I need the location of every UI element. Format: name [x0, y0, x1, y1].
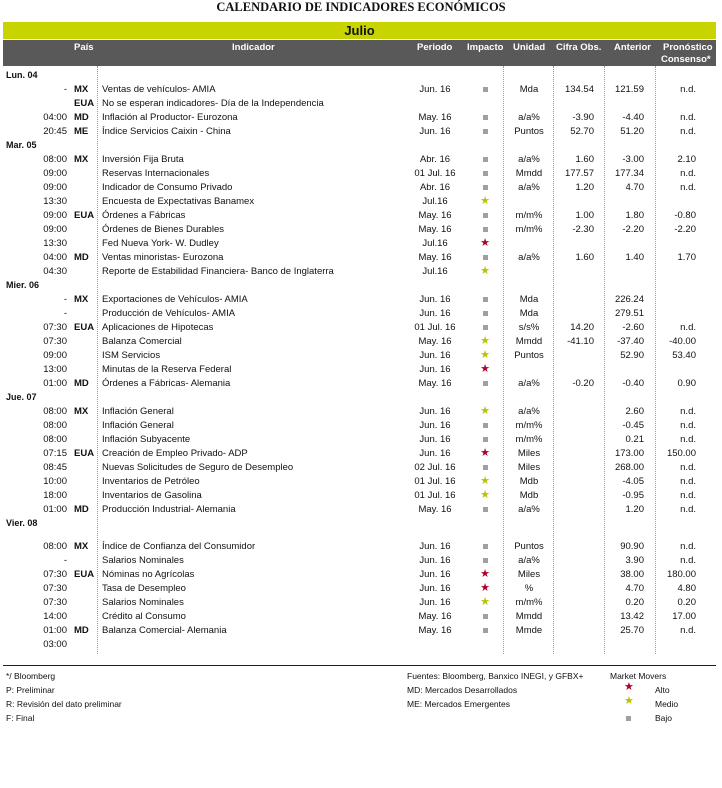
medium-impact-star-icon: ★	[480, 596, 490, 608]
row-indicator: Minutas de la Reserva Federal	[102, 364, 232, 375]
legend-bajo: Bajo	[655, 713, 673, 723]
row-country: MX	[74, 294, 89, 305]
row-time: 08:00	[43, 541, 67, 552]
low-impact-square-icon	[472, 377, 498, 390]
row-time: 04:00	[43, 112, 67, 123]
row-indicator: Inflación General	[102, 420, 174, 431]
row-observed: -0.20	[572, 378, 594, 389]
row-indicator: Nuevas Solicitudes de Seguro de Desempleo	[102, 462, 294, 473]
row-period: Jun. 16	[419, 364, 451, 375]
row-observed: 52.70	[570, 126, 594, 137]
row-previous: 90.90	[620, 541, 644, 552]
row-period: Jul.16	[422, 196, 448, 207]
row-country: EUA	[74, 448, 95, 459]
medium-impact-star-icon: ★	[480, 489, 490, 501]
row-forecast: n.d.	[680, 322, 696, 333]
row-previous: -0.40	[622, 378, 644, 389]
row-period: May. 16	[418, 252, 452, 263]
row-forecast: n.d.	[680, 462, 696, 473]
row-unit: m/m%	[515, 434, 543, 445]
row-period: Jun. 16	[419, 406, 451, 417]
row-previous: -37.40	[617, 336, 644, 347]
row-period: 01 Jul. 16	[414, 322, 456, 333]
row-forecast: 150.00	[666, 448, 696, 459]
row-previous: 25.70	[620, 625, 644, 636]
row-period: Jun. 16	[419, 420, 451, 431]
row-indicator: Inversión Fija Bruta	[102, 154, 184, 165]
row-forecast: n.d.	[680, 168, 696, 179]
row-country: MD	[74, 252, 89, 263]
low-impact-square-icon	[472, 153, 498, 166]
low-impact-square-icon	[472, 610, 498, 623]
header-impacto: Impacto	[467, 42, 504, 53]
row-indicator: Salarios Nominales	[102, 597, 184, 608]
row-indicator: Balanza Comercial	[102, 336, 182, 347]
header-indicador: Indicador	[232, 42, 275, 53]
day-label: Lun. 04	[6, 70, 38, 80]
row-indicator: Aplicaciones de Hipotecas	[102, 322, 214, 333]
row-previous: 38.00	[620, 569, 644, 580]
row-time: 09:00	[43, 182, 67, 193]
row-unit: a/a%	[518, 112, 540, 123]
note-preliminar: P: Preliminar	[6, 685, 55, 695]
row-previous: 1.20	[625, 504, 644, 515]
row-time: 13:00	[43, 364, 67, 375]
row-previous: 0.20	[625, 597, 644, 608]
row-previous: -3.00	[622, 154, 644, 165]
row-observed: 134.54	[564, 84, 594, 95]
row-unit: Mda	[519, 308, 539, 319]
row-time: 13:30	[43, 196, 67, 207]
row-unit: m/m%	[515, 210, 543, 221]
row-forecast: n.d.	[680, 541, 696, 552]
medium-impact-star-icon: ★	[480, 475, 490, 487]
row-period: Abr. 16	[419, 154, 451, 165]
low-impact-square-icon	[472, 83, 498, 96]
row-forecast: 53.40	[672, 350, 696, 361]
row-period: Jun. 16	[419, 308, 451, 319]
row-forecast: n.d.	[680, 112, 696, 123]
row-unit: Mda	[519, 84, 539, 95]
header-pais: País	[74, 42, 94, 53]
row-forecast: n.d.	[680, 490, 696, 501]
row-indicator: Órdenes a Fábricas- Alemania	[102, 378, 231, 389]
row-period: 02 Jul. 16	[414, 462, 456, 473]
row-indicator: Órdenes de Bienes Durables	[102, 224, 224, 235]
footer-md: MD: Mercados Desarrollados	[407, 685, 518, 695]
row-period: Jun. 16	[419, 350, 451, 361]
row-period: 01 Jul. 16	[414, 476, 456, 487]
row-unit: Puntos	[514, 126, 544, 137]
row-unit: a/a%	[518, 406, 540, 417]
low-impact-square-icon	[472, 167, 498, 180]
row-period: 01 Jul. 16	[414, 490, 456, 501]
row-period: Jun. 16	[419, 555, 451, 566]
note-revision: R: Revisión del dato preliminar	[6, 699, 122, 709]
row-indicator: Creación de Empleo Privado- ADP	[102, 448, 248, 459]
row-time: 08:00	[43, 406, 67, 417]
row-previous: -4.40	[622, 112, 644, 123]
row-previous: 226.24	[614, 294, 644, 305]
row-time: 08:00	[43, 420, 67, 431]
row-time: 18:00	[43, 490, 67, 501]
row-time: 13:30	[43, 238, 67, 249]
row-forecast: 17.00	[672, 611, 696, 622]
row-observed: 1.00	[575, 210, 594, 221]
row-indicator: Tasa de Desempleo	[102, 583, 186, 594]
row-indicator: Nóminas no Agrícolas	[102, 569, 195, 580]
row-previous: -4.05	[622, 476, 644, 487]
header-anterior: Anterior	[614, 42, 651, 53]
row-period: Jun. 16	[419, 448, 451, 459]
row-time: 09:00	[43, 168, 67, 179]
row-country: EUA	[74, 569, 95, 580]
row-period: Jun. 16	[419, 583, 451, 594]
row-previous: 3.90	[625, 555, 644, 566]
high-star-icon: ★	[624, 681, 634, 693]
row-country: EUA	[74, 322, 95, 333]
low-impact-square-icon	[472, 307, 498, 320]
row-previous: 13.42	[620, 611, 644, 622]
row-forecast: n.d.	[680, 625, 696, 636]
row-country: MX	[74, 406, 89, 417]
row-time: 03:00	[43, 639, 67, 650]
row-indicator: Índice de Confianza del Consumidor	[102, 541, 256, 552]
medium-impact-star-icon: ★	[480, 349, 490, 361]
row-time: -	[63, 555, 67, 566]
row-period: May. 16	[418, 378, 452, 389]
row-country: EUA	[74, 210, 95, 221]
note-bloomberg: */ Bloomberg	[6, 671, 56, 681]
row-time: 07:15	[43, 448, 67, 459]
row-indicator: No se esperan indicadores- Día de la Independencia	[102, 98, 324, 109]
row-indicator: Inflación General	[102, 406, 174, 417]
row-period: May. 16	[418, 224, 452, 235]
low-impact-square-icon	[472, 293, 498, 306]
row-observed: 1.20	[575, 182, 594, 193]
row-forecast: 0.20	[677, 597, 696, 608]
day-label: Mier. 06	[6, 280, 40, 290]
row-unit: Puntos	[514, 541, 544, 552]
row-unit: a/a%	[518, 555, 540, 566]
low-impact-square-icon	[472, 223, 498, 236]
row-time: 09:00	[43, 210, 67, 221]
row-period: Jul.16	[422, 266, 448, 277]
row-forecast: n.d.	[680, 504, 696, 515]
row-country: MX	[74, 154, 89, 165]
row-period: Abr. 16	[419, 182, 451, 193]
row-time: 20:45	[43, 126, 67, 137]
row-unit: a/a%	[518, 252, 540, 263]
row-time: 01:00	[43, 625, 67, 636]
row-period: Jun. 16	[419, 434, 451, 445]
row-unit: m/m%	[515, 597, 543, 608]
row-previous: 173.00	[614, 448, 644, 459]
market-movers-title: Market Movers	[610, 671, 667, 681]
row-indicator: Encuesta de Expectativas Banamex	[102, 196, 255, 207]
high-impact-star-icon: ★	[480, 582, 490, 594]
low-square-icon	[626, 713, 631, 724]
low-impact-square-icon	[472, 125, 498, 138]
high-impact-star-icon: ★	[480, 447, 490, 459]
row-indicator: Inventarios de Gasolina	[102, 490, 202, 501]
row-indicator: Salarios Nominales	[102, 555, 184, 566]
row-period: Jun. 16	[419, 541, 451, 552]
low-impact-square-icon	[472, 540, 498, 553]
row-indicator: Índice Servicios Caixin - China	[102, 126, 231, 137]
row-forecast: n.d.	[680, 84, 696, 95]
row-previous: 51.20	[620, 126, 644, 137]
low-impact-square-icon	[472, 554, 498, 567]
row-country: MD	[74, 378, 89, 389]
row-indicator: Ventas de vehículos- AMIA	[102, 84, 216, 95]
row-observed: 14.20	[570, 322, 594, 333]
column-divider	[97, 66, 98, 654]
row-unit: a/a%	[518, 154, 540, 165]
row-time: 09:00	[43, 350, 67, 361]
row-observed: 177.57	[564, 168, 594, 179]
footer-divider	[3, 665, 716, 666]
row-indicator: Inflación Subyacente	[102, 434, 191, 445]
row-previous: 4.70	[625, 182, 644, 193]
footer-sources: Fuentes: Bloomberg, Banxico INEGI, y GFBX+	[407, 671, 584, 681]
row-period: May. 16	[418, 611, 452, 622]
row-unit: Mmde	[515, 625, 543, 636]
row-observed: -2.30	[572, 224, 594, 235]
row-period: 01 Jul. 16	[414, 168, 456, 179]
row-country: EUA	[74, 98, 95, 109]
row-forecast: n.d.	[680, 434, 696, 445]
row-unit: Miles	[517, 448, 541, 459]
row-unit: Mda	[519, 294, 539, 305]
row-period: Jun. 16	[419, 84, 451, 95]
low-impact-square-icon	[472, 209, 498, 222]
row-unit: a/a%	[518, 378, 540, 389]
month-banner: Julio	[3, 22, 716, 39]
row-unit: m/m%	[515, 420, 543, 431]
row-forecast: 180.00	[666, 569, 696, 580]
medium-star-icon: ★	[624, 695, 634, 707]
row-indicator: Inventarios de Petróleo	[102, 476, 200, 487]
row-previous: 1.80	[625, 210, 644, 221]
row-period: May. 16	[418, 112, 452, 123]
medium-impact-star-icon: ★	[480, 195, 490, 207]
row-previous: -0.45	[622, 420, 644, 431]
row-time: -	[63, 294, 67, 305]
high-impact-star-icon: ★	[480, 568, 490, 580]
low-impact-square-icon	[472, 433, 498, 446]
row-unit: a/a%	[518, 504, 540, 515]
row-unit: Mmdd	[515, 168, 543, 179]
row-previous: -2.20	[622, 224, 644, 235]
row-period: May. 16	[418, 336, 452, 347]
row-time: 08:00	[43, 154, 67, 165]
table-header	[3, 40, 716, 66]
low-impact-square-icon	[472, 461, 498, 474]
row-country: ME	[74, 126, 89, 137]
row-previous: 177.34	[614, 168, 644, 179]
low-impact-square-icon	[472, 251, 498, 264]
row-forecast: n.d.	[680, 555, 696, 566]
row-period: Jun. 16	[419, 126, 451, 137]
row-indicator: Balanza Comercial- Alemania	[102, 625, 227, 636]
header-pronostico: Pronóstico	[663, 42, 713, 53]
low-impact-square-icon	[472, 624, 498, 637]
medium-impact-star-icon: ★	[480, 265, 490, 277]
row-observed: -41.10	[567, 336, 594, 347]
row-country: MD	[74, 625, 89, 636]
row-indicator: Producción Industrial- Alemania	[102, 504, 236, 515]
row-previous: 121.59	[614, 84, 644, 95]
row-country: MD	[74, 112, 89, 123]
row-observed: 1.60	[575, 252, 594, 263]
row-forecast: n.d.	[680, 406, 696, 417]
row-period: Jun. 16	[419, 294, 451, 305]
row-time: 04:00	[43, 252, 67, 263]
row-forecast: 2.10	[677, 154, 696, 165]
row-previous: 0.21	[625, 434, 644, 445]
header-unidad: Unidad	[513, 42, 546, 53]
report-title: CALENDARIO DE INDICADORES ECONÓMICOS	[216, 0, 506, 14]
row-forecast: 1.70	[677, 252, 696, 263]
row-period: May. 16	[418, 504, 452, 515]
row-previous: 1.40	[625, 252, 644, 263]
row-previous: 268.00	[614, 462, 644, 473]
header-cifra: Cifra Obs.	[556, 42, 602, 53]
row-time: 08:00	[43, 434, 67, 445]
row-forecast: n.d.	[680, 126, 696, 137]
row-forecast: 4.80	[677, 583, 696, 594]
row-time: 07:30	[43, 597, 67, 608]
row-forecast: n.d.	[680, 182, 696, 193]
note-final: F: Final	[6, 713, 35, 723]
low-impact-square-icon	[472, 111, 498, 124]
row-unit: Miles	[517, 569, 541, 580]
medium-impact-star-icon: ★	[480, 405, 490, 417]
row-observed: -3.90	[572, 112, 594, 123]
row-time: 10:00	[43, 476, 67, 487]
row-indicator: Crédito al Consumo	[102, 611, 186, 622]
row-unit: Mmdd	[515, 336, 543, 347]
row-forecast: -0.80	[674, 210, 696, 221]
row-time: 08:45	[43, 462, 67, 473]
row-indicator: ISM Servicios	[102, 350, 161, 361]
column-divider	[503, 66, 504, 654]
row-previous: -2.60	[622, 322, 644, 333]
legend-alto: Alto	[655, 685, 670, 695]
row-period: May. 16	[418, 210, 452, 221]
high-impact-star-icon: ★	[480, 237, 490, 249]
row-time: 09:00	[43, 224, 67, 235]
row-unit: Mdb	[519, 490, 539, 501]
day-label: Jue. 07	[6, 392, 37, 402]
row-period: Jun. 16	[419, 569, 451, 580]
low-impact-square-icon	[472, 321, 498, 334]
row-forecast: -2.20	[674, 224, 696, 235]
row-indicator: Fed Nueva York- W. Dudley	[102, 238, 219, 249]
row-forecast: -40.00	[669, 336, 696, 347]
low-impact-square-icon	[472, 503, 498, 516]
row-country: MX	[74, 84, 89, 95]
row-time: 01:00	[43, 378, 67, 389]
row-previous: 4.70	[625, 583, 644, 594]
row-time: 07:30	[43, 336, 67, 347]
row-indicator: Reservas Internacionales	[102, 168, 210, 179]
row-forecast: n.d.	[680, 476, 696, 487]
row-indicator: Reporte de Estabilidad Financiera- Banco de Inglaterra	[102, 266, 334, 277]
row-time: -	[63, 84, 67, 95]
row-indicator: Órdenes a Fábricas	[102, 210, 186, 221]
row-indicator: Indicador de Consumo Privado	[102, 182, 233, 193]
row-unit: %	[524, 583, 534, 594]
low-impact-square-icon	[472, 419, 498, 432]
high-impact-star-icon: ★	[480, 363, 490, 375]
row-indicator: Producción de Vehículos- AMIA	[102, 308, 236, 319]
row-unit: s/s%	[518, 322, 540, 333]
row-unit: Mdb	[519, 476, 539, 487]
footer-me: ME: Mercados Emergentes	[407, 699, 510, 709]
row-period: Jul.16	[422, 238, 448, 249]
row-unit: m/m%	[515, 224, 543, 235]
row-previous: 2.60	[625, 406, 644, 417]
header-consenso: Consenso*	[661, 54, 711, 65]
row-time: 07:30	[43, 583, 67, 594]
row-time: 14:00	[43, 611, 67, 622]
row-unit: Puntos	[514, 350, 544, 361]
row-unit: Miles	[517, 462, 541, 473]
legend-medio: Medio	[655, 699, 679, 709]
medium-impact-star-icon: ★	[480, 335, 490, 347]
row-unit: a/a%	[518, 182, 540, 193]
row-time: 07:30	[43, 569, 67, 580]
low-impact-square-icon	[472, 181, 498, 194]
header-periodo: Periodo	[417, 42, 453, 53]
row-previous: -0.95	[622, 490, 644, 501]
row-period: Jun. 16	[419, 597, 451, 608]
row-country: MX	[74, 541, 89, 552]
row-period: May. 16	[418, 625, 452, 636]
row-indicator: Ventas minoristas- Eurozona	[102, 252, 224, 263]
day-label: Mar. 05	[6, 140, 37, 150]
day-label: Vier. 08	[6, 518, 38, 528]
row-indicator: Exportaciones de Vehículos- AMIA	[102, 294, 248, 305]
row-previous: 279.51	[614, 308, 644, 319]
row-unit: Mmdd	[515, 611, 543, 622]
row-time: 07:30	[43, 322, 67, 333]
row-forecast: 0.90	[677, 378, 696, 389]
row-indicator: Inflación al Productor- Eurozona	[102, 112, 238, 123]
row-previous: 52.90	[620, 350, 644, 361]
row-country: MD	[74, 504, 89, 515]
row-observed: 1.60	[575, 154, 594, 165]
row-time: 04:30	[43, 266, 67, 277]
row-time: 01:00	[43, 504, 67, 515]
row-forecast: n.d.	[680, 420, 696, 431]
row-time: -	[63, 308, 67, 319]
